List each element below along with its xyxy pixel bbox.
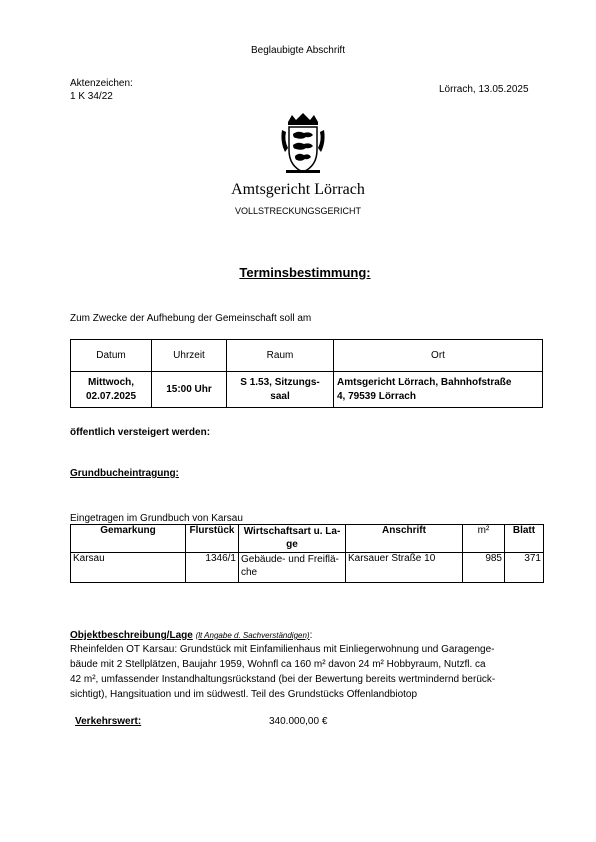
cell-ort: [334, 372, 543, 408]
header-blatt: Blatt: [505, 525, 544, 553]
header-wirtschaftsart: [239, 525, 346, 553]
cell-blatt: 371: [505, 553, 544, 583]
termin-table-row: [71, 372, 543, 408]
row-wirtschaftsart-line2: che: [241, 567, 258, 578]
grundbuch-table: [70, 524, 544, 583]
document-title: Terminsbestimmung:: [239, 265, 371, 280]
header-ort: Ort: [334, 340, 543, 372]
header-uhrzeit: Uhrzeit: [152, 340, 227, 372]
grundbuch-header-row: [71, 525, 544, 553]
wirtschaftsart-line2: ge: [286, 539, 298, 550]
verkehrswert-value: 340.000,00 €: [269, 716, 328, 727]
objekt-heading-line: [70, 630, 312, 641]
grundbuch-eingetragen: Eingetragen im Grundbuch von Karsau: [70, 513, 243, 524]
ort-line2: 4, 79539 Lörrach: [337, 390, 416, 402]
header-gemarkung: Gemarkung: [71, 525, 186, 553]
cell-m2: 985: [463, 553, 505, 583]
aktenzeichen-block: [70, 77, 133, 103]
cell-anschrift: Karsauer Straße 10: [346, 553, 463, 583]
cell-wirtschaftsart: [239, 553, 346, 583]
aktenzeichen-label: Aktenzeichen:: [70, 78, 133, 89]
court-department: VOLLSTRECKUNGSGERICHT: [234, 206, 362, 216]
objekt-line: Rheinfelden OT Karsau: Grundstück mit Einfamilienhaus mit Einliegerwohnung und Garagenge-: [70, 644, 495, 655]
coat-of-arms-icon: [280, 112, 326, 174]
objekt-heading-colon: :: [309, 630, 313, 641]
intro-text: Zum Zwecke der Aufhebung der Gemeinschaft soll am: [70, 313, 312, 324]
objekt-line: bäude mit 2 Stellplätzen, Baujahr 1959, Wohnfl ca 160 m² davon 24 m² Hobbyraum, Nutzfl. ca: [70, 659, 486, 670]
termin-table: [70, 339, 543, 408]
header-flurstueck: Flurstück: [186, 525, 239, 553]
court-name: Amtsgericht Lörrach: [231, 181, 365, 198]
cell-datum: [71, 372, 152, 408]
raum-line2: saal: [270, 390, 290, 402]
grundbuch-row: [71, 553, 544, 583]
cell-raum: [227, 372, 334, 408]
datum-line2: 02.07.2025: [85, 390, 137, 402]
verkehrswert-label: Verkehrswert:: [75, 716, 142, 727]
versteigert-text: öffentlich versteigert werden:: [70, 427, 211, 438]
header-anschrift: Anschrift: [346, 525, 463, 553]
header-datum: Datum: [71, 340, 152, 372]
header-m2: m²: [463, 525, 505, 553]
cell-gemarkung: Karsau: [71, 553, 186, 583]
place-date: Lörrach, 13.05.2025: [439, 84, 529, 95]
objekt-heading-note: (lt Angabe d. Sachverständigen): [195, 631, 310, 640]
grundbuch-heading: Grundbucheintragung:: [70, 468, 179, 479]
wirtschaftsart-line1: Wirtschaftsart u. La-: [243, 526, 341, 537]
termin-table-header-row: [71, 340, 543, 372]
raum-line1: S 1.53, Sitzungs-: [240, 376, 320, 388]
cell-flurstueck: 1346/1: [186, 553, 239, 583]
objekt-line: 42 m², umfassender Instandhaltungsrückstand (bei der Bewertung bereits wertmindernd berück-: [70, 674, 496, 685]
objekt-line: sichtigt), Hangsituation und im südwestl. Teil des Grundstücks Offenlandbiotop: [70, 689, 418, 700]
top-title: Beglaubigte Abschrift: [251, 45, 345, 56]
datum-line1: Mittwoch,: [87, 376, 135, 388]
objekt-heading: Objektbeschreibung/Lage: [70, 630, 193, 641]
header-raum: Raum: [227, 340, 334, 372]
aktenzeichen-value: 1 K 34/22: [70, 91, 113, 102]
cell-uhrzeit: 15:00 Uhr: [152, 372, 227, 408]
ort-line1: Amtsgericht Lörrach, Bahnhofstraße: [337, 376, 512, 388]
row-wirtschaftsart-line1: Gebäude- und Freiflä-: [241, 554, 339, 565]
objekt-description: [70, 642, 546, 702]
